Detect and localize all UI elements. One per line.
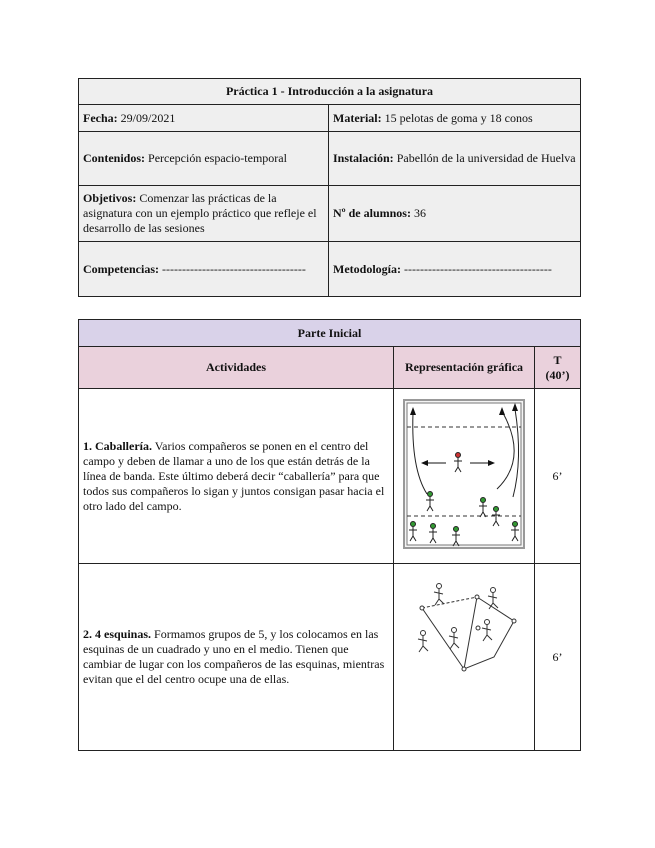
- contenidos-cell: Contenidos: Percepción espacio-temporal: [79, 132, 329, 186]
- fecha-cell: Fecha: 29/09/2021: [79, 105, 329, 132]
- session-info-table: [78, 78, 581, 297]
- session-title: Práctica 1 - Introducción a la asignatura: [79, 79, 581, 105]
- header-actividades: Actividades: [79, 347, 394, 389]
- activity-time: 6’: [535, 389, 581, 564]
- instalacion-cell: Instalación: Pabellón de la universidad de Huelva: [329, 132, 581, 186]
- metodologia-cell: Metodología: -------------------------------------: [329, 242, 581, 297]
- alumnos-cell: Nº de alumnos: 36: [329, 186, 581, 242]
- activity-time: 6’: [535, 564, 581, 751]
- competencias-cell: Competencias: ------------------------------------: [79, 242, 329, 297]
- activity-row: [79, 389, 581, 564]
- cuatro-esquinas-diagram: [394, 564, 535, 751]
- activity-description: 1. Caballería. Varios compañeros se ponen en el centro del campo y deben de llamar a uno de los que están detrás de la línea de banda. Este último deberá decir “caballería” para que todos sus compañeros lo sigan y juntos consigan pasar hacia el otro lado del campo.: [79, 389, 394, 564]
- header-grafica: Representación gráfica: [394, 347, 535, 389]
- parte-title: Parte Inicial: [79, 320, 581, 347]
- activity-row: [79, 564, 581, 751]
- objetivos-cell: Objetivos: Comenzar las prácticas de la asignatura con un ejemplo práctico que refleje el desarrollo de las sesiones: [79, 186, 329, 242]
- parte-inicial-table: [78, 319, 581, 751]
- material-cell: Material: 15 pelotas de goma y 18 conos: [329, 105, 581, 132]
- activity-description: 2. 4 esquinas. Formamos grupos de 5, y los colocamos en las esquinas de un cuadrado y uno en el medio. Tienen que cambiar de lugar con los compañeros de las esquinas, mientras evitan que el del centro ocupe una de ellas.: [79, 564, 394, 751]
- caballeria-diagram: [394, 389, 535, 564]
- header-tiempo: T (40’): [535, 347, 581, 389]
